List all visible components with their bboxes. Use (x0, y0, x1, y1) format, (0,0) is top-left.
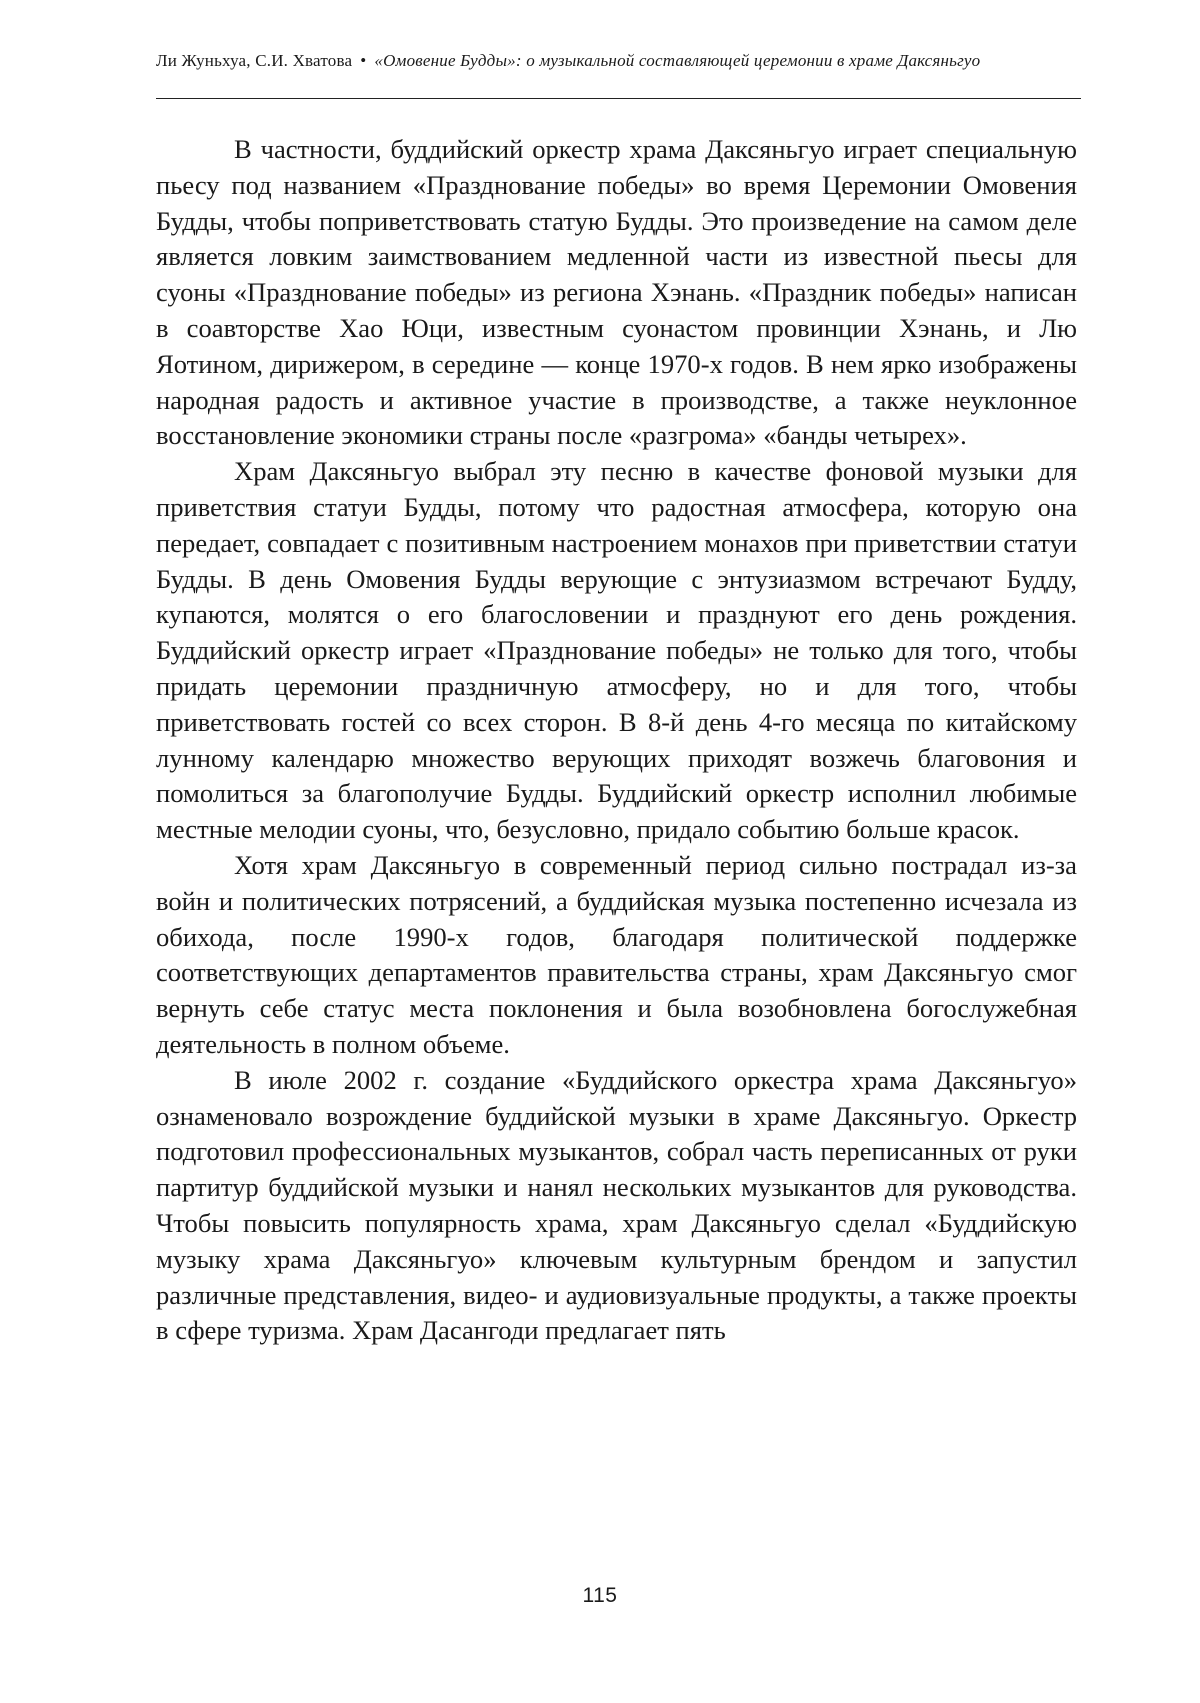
paragraph-3: Хотя храм Даксяньгуо в современный период сильно пострадал из-за войн и политических потрясений, а буддийская музыка постепенно исчезала из обихода, после 1990-х годов, благодаря политической поддержке соответствующих департаментов правительства страны, храм Даксяньгуо смог вернуть себе статус места поклонения и была возобновлена богослужебная деятельность в полном объеме. (156, 849, 1077, 1059)
header-rule (156, 98, 1081, 99)
header-article-title: «Омовение Будды»: о музыкальной составляющей церемонии в храме Даксяньгуо (374, 51, 981, 70)
header-authors: Ли Жуньхуа, С.И. Хватова (156, 51, 353, 70)
article-body (156, 132, 1077, 1349)
header-separator: • (360, 51, 367, 70)
running-header (156, 50, 1080, 71)
page-number: 115 (582, 1584, 618, 1607)
paragraph-2: Храм Даксяньгуо выбрал эту песню в качестве фоновой музыки для приветствия статуи Будды, потому что радостная атмосфера, которую она передает, совпадает с позитивным настроением монахов при приветствии статуи Будды. В день Омовения Будды верующие с энтузиазмом встречают Будду, купаются, молятся о его благословении и празднуют его день рождения. Буддийский оркестр играет «Празднование победы» не только для того, чтобы придать церемонии праздничную атмосферу, но и для того, чтобы приветствовать гостей со всех сторон. В 8-й день 4-го месяца по китайскому лунному календарю множество верующих приходят возжечь благовония и помолиться за благополучие Будды. Буддийский оркестр исполнил любимые местные мелодии суоны, что, безусловно, придало событию больше красок. (156, 456, 1077, 845)
paragraph-1: В частности, буддийский оркестр храма Даксяньгуо играет специальную пьесу под названием «Празднование победы» во время Церемонии Омовения Будды, чтобы поприветствовать статую Будды. Это произведение на самом деле является ловким заимствованием медленной части из известной пьесы для суоны «Празднование победы» из региона Хэнань. «Праздник победы» написан в соавторстве Хао Юци, известным суонастом провинции Хэнань, и Лю Яотином, дирижером, в середине — конце 1970-х годов. В нем ярко изображены народная радость и активное участие в производстве, а также неуклонное восстановление экономики страны после «разгрома» «банды четырех». (156, 134, 1077, 451)
paragraph-4: В июле 2002 г. создание «Буддийского оркестра храма Даксяньгуо» ознаменовало возрождение буддийской музыки в храме Даксяньгуо. Оркестр подготовил профессиональных музыкантов, собрал часть переписанных от руки партитур буддийской музыки и нанял нескольких музыкантов для руководства. Чтобы повысить популярность храма, храм Даксяньгуо сделал «Буддийскую музыку храма Даксяньгуо» ключевым культурным брендом и запустил различные представления, видео- и аудиовизуальные продукты, а также проекты в сфере туризма. Храм Дасангоди предлагает пять (156, 1064, 1077, 1346)
